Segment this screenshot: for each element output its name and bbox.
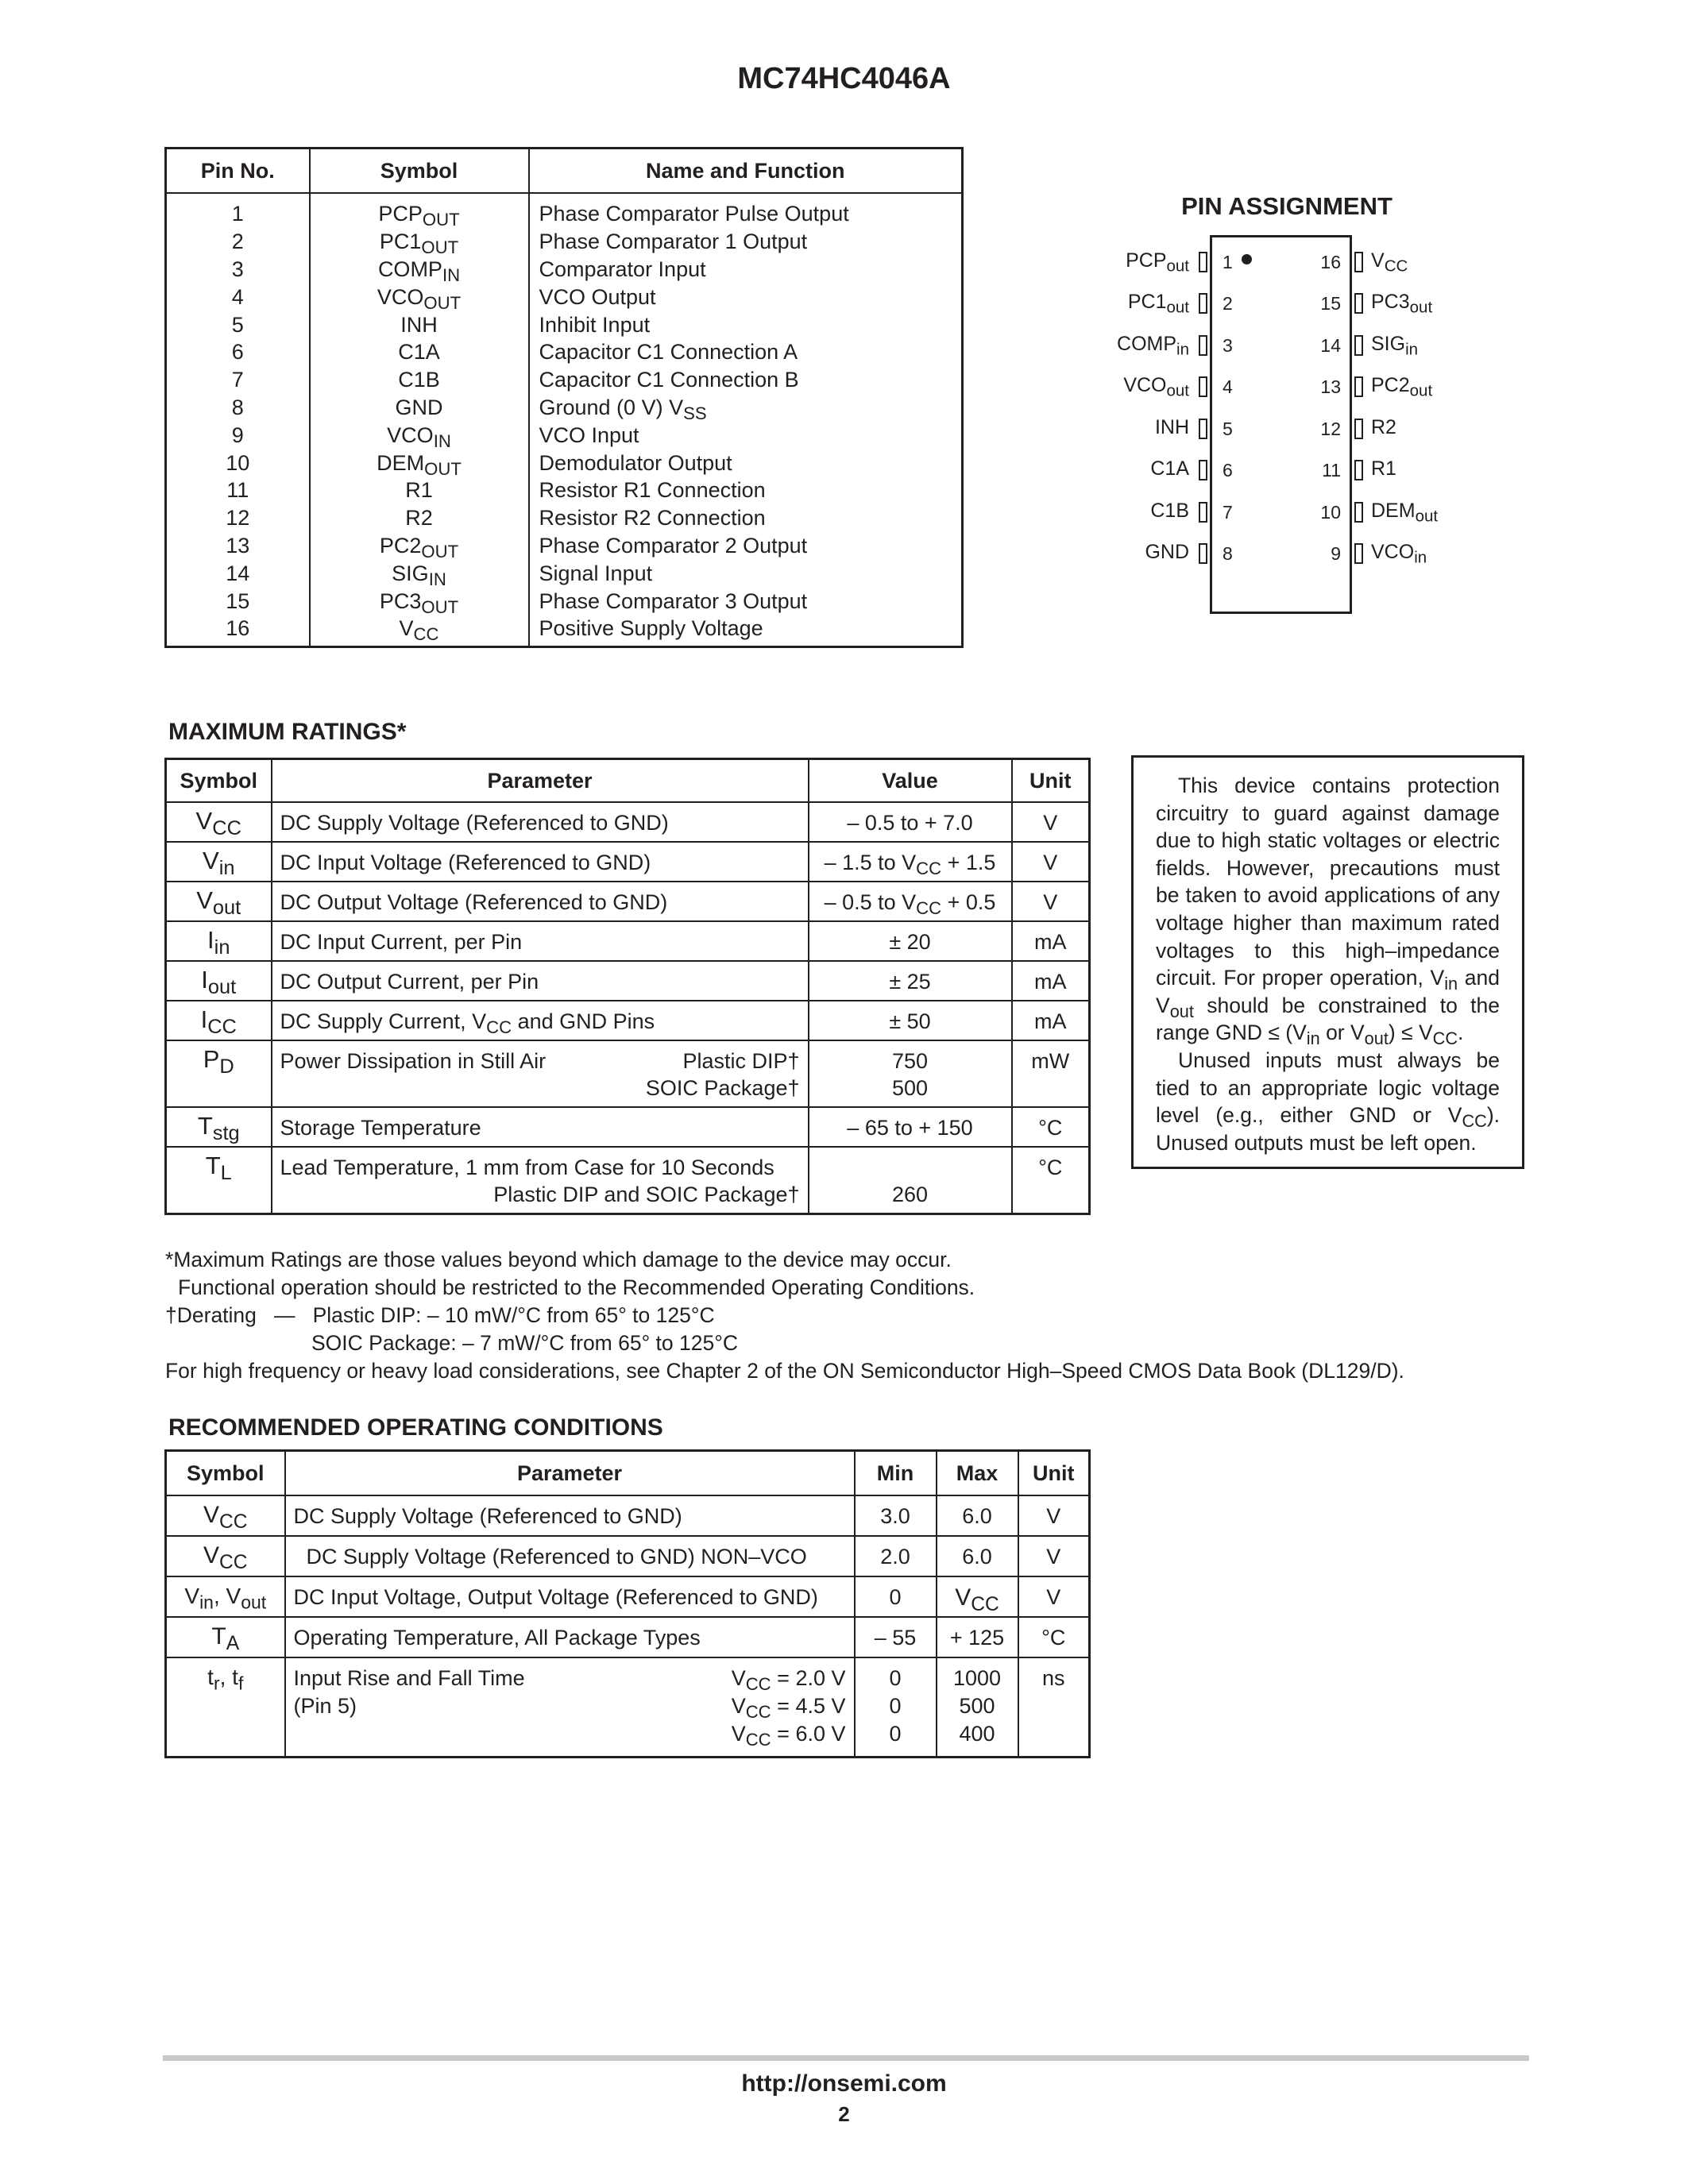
symbol-cell: $V_{CC}$ [166, 1536, 285, 1576]
pin-number: 2 [1223, 293, 1233, 314]
recommended-heading: RECOMMENDED OPERATING CONDITIONS [168, 1414, 663, 1441]
pin-label-left: $COMP_{in}$ [1117, 333, 1189, 359]
value-cell: – 1.5 to $V_{CC} + 1.5$ [809, 842, 1012, 882]
col-header-parameter: Parameter [285, 1451, 855, 1496]
pin-lead-icon [1199, 376, 1207, 397]
function-cell: Resistor R1 Connection [529, 477, 963, 504]
value-cell: 260 [809, 1147, 1012, 1214]
pin-lead-icon [1354, 502, 1363, 523]
function-cell: VCO Input [529, 421, 963, 449]
footer-divider [163, 2055, 1529, 2061]
col-header-max: Max [937, 1451, 1018, 1496]
table-row [166, 1576, 1090, 1617]
pin-number: 4 [1223, 376, 1233, 397]
function-cell: Demodulator Output [529, 449, 963, 477]
pin-number: 11 [1322, 460, 1341, 480]
value-cell: ± 20 [809, 921, 1012, 961]
max-cell: 6.0 [937, 1536, 1018, 1576]
function-cell: Positive Supply Voltage [529, 615, 963, 646]
pin-number: 9 [1331, 543, 1341, 564]
unit-cell: °C [1018, 1617, 1090, 1657]
symbol-cell: R1 [310, 477, 529, 504]
symbol-cell: $T_L$ [166, 1147, 272, 1214]
function-cell: Phase Comparator 1 Output [529, 228, 963, 256]
table-row [166, 311, 963, 338]
symbol-cell: $PCP_{OUT}$ [310, 193, 529, 228]
pin-number-cell: 11 [166, 477, 310, 504]
value-cell: – 0.5 to $V_{CC} + 0.5$ [809, 882, 1012, 921]
pin-label-right: $SIG_{in}$ [1371, 333, 1419, 359]
function-cell: Inhibit Input [529, 311, 963, 338]
unit-cell: °C [1012, 1147, 1090, 1214]
pin-lead-icon [1199, 252, 1207, 272]
symbol-cell: $I_{CC}$ [166, 1001, 272, 1040]
pin-number-cell: 1 [166, 193, 310, 228]
pin-function-table [164, 147, 964, 648]
function-cell: Capacitor C1 Connection A [529, 338, 963, 366]
function-cell: VCO Output [529, 283, 963, 311]
symbol-cell: $VCO_{IN}$ [310, 421, 529, 449]
parameter-cell: DC Output Voltage (Referenced to GND) [272, 882, 809, 921]
parameter-cell: DC Output Current, per Pin [272, 961, 809, 1001]
pin-lead-icon [1354, 335, 1363, 356]
table-row [166, 366, 963, 394]
pin-label-left: C1B [1150, 500, 1189, 522]
function-cell: Phase Comparator Pulse Output [529, 193, 963, 228]
parameter-cell: DC Supply Current, $V_{CC}$ and GND Pins [272, 1001, 809, 1040]
table-row [166, 256, 963, 284]
pin-number-cell: 13 [166, 532, 310, 560]
table-row [166, 842, 1090, 882]
table-row [166, 961, 1090, 1001]
col-header-symbol: Symbol [310, 149, 529, 194]
function-cell: Phase Comparator 3 Output [529, 587, 963, 615]
parameter-cell: DC Supply Voltage (Referenced to GND) [272, 802, 809, 842]
pin-lead-icon [1199, 460, 1207, 480]
function-cell: Capacitor C1 Connection B [529, 366, 963, 394]
parameter-cell: Input Rise and Fall Time $V_{CC} = 2.0$ V (Pin 5) $V_{CC} = 4.5$ V $V_{CC} = 6.0$ V [285, 1657, 855, 1758]
page-number: 2 [838, 2102, 850, 2126]
symbol-cell: $I_{in}$ [166, 921, 272, 961]
pin1-marker-icon [1242, 254, 1252, 264]
pin-label-right: $V_{CC}$ [1371, 249, 1408, 276]
table-row [166, 559, 963, 587]
pin-lead-icon [1199, 293, 1207, 314]
pin-number: 10 [1320, 502, 1341, 523]
col-header-unit: Unit [1012, 759, 1090, 803]
table-row [166, 338, 963, 366]
symbol-cell: $t_r$, $t_f$ [166, 1657, 285, 1758]
parameter-cell: Storage Temperature [272, 1107, 809, 1147]
note-paragraph: This device contains protection circuitry to guard against damage due to high static voltages or electric fields. However, precautions must be taken to avoid applications of any voltage higher than maximum rated voltages to this high–impedance circuit. For proper operation, $V_{in}$ and $V_{out}$ should be constrained to the range GND ≤ ($V_{in}$ or $V_{out}) \le V_{CC}$. [1156, 774, 1501, 1049]
pin-number-cell: 7 [166, 366, 310, 394]
col-header-value: Value [809, 759, 1012, 803]
symbol-cell: $T_A$ [166, 1617, 285, 1657]
function-cell: Comparator Input [529, 256, 963, 284]
table-row [166, 802, 1090, 842]
unit-cell: °C [1012, 1107, 1090, 1147]
table-row [166, 1147, 1090, 1214]
unit-cell: mW [1012, 1040, 1090, 1107]
max-ratings-heading: MAXIMUM RATINGS* [168, 719, 407, 745]
symbol-cell: $V_{CC}$ [310, 615, 529, 646]
pin-label-right: $PC3_{out}$ [1371, 291, 1433, 317]
pin-label-left: $VCO_{out}$ [1123, 374, 1189, 400]
symbol-cell: $DEM_{OUT}$ [310, 449, 529, 477]
pin-label-left: $PC1_{out}$ [1127, 291, 1189, 317]
symbol-cell: INH [310, 311, 529, 338]
value-cell: 750 500 [809, 1040, 1012, 1107]
table-row [166, 1040, 1090, 1107]
pin-lead-icon [1199, 335, 1207, 356]
pin-label-right: R2 [1371, 416, 1396, 438]
pin-lead-icon [1199, 502, 1207, 523]
parameter-cell: DC Input Voltage, Output Voltage (Referenced to GND) [285, 1576, 855, 1617]
symbol-cell: $T_{stg}$ [166, 1107, 272, 1147]
table-row [166, 504, 963, 532]
table-row [166, 1536, 1090, 1576]
table-row [166, 1657, 1090, 1758]
pin-label-right: $PC2_{out}$ [1371, 374, 1433, 400]
symbol-cell: $I_{out}$ [166, 961, 272, 1001]
note-paragraph: Unused inputs must always be tied to an appropriate logic voltage level (e.g., either GND or $V_{CC}$). Unused outputs must be left open. [1156, 1048, 1500, 1155]
pin-label-left: C1A [1150, 457, 1189, 480]
table-row [166, 477, 963, 504]
pin-lead-icon [1354, 376, 1363, 397]
footnote: For high frequency or heavy load considerations, see Chapter 2 of the ON Semiconductor High–Speed CMOS Data Book (DL129/D). [165, 1359, 1404, 1383]
parameter-cell: Operating Temperature, All Package Types [285, 1617, 855, 1657]
symbol-cell: $V_{in}$ [166, 842, 272, 882]
footer-url[interactable]: http://onsemi.com [741, 2070, 947, 2097]
table-row [166, 615, 963, 646]
footnote: †Derating — Plastic DIP: – 10 mW/°C from 65° to 125°C [165, 1303, 715, 1327]
symbol-cell: $P_D$ [166, 1040, 272, 1107]
pin-number-cell: 10 [166, 449, 310, 477]
table-row [166, 882, 1090, 921]
pin-label-left: $PCP_{out}$ [1126, 249, 1189, 276]
pin-number: 12 [1320, 419, 1341, 439]
table-row [166, 228, 963, 256]
pin-label-right: R1 [1371, 457, 1396, 480]
function-cell: Signal Input [529, 559, 963, 587]
pin-label-right: $VCO_{in}$ [1371, 541, 1427, 567]
symbol-cell: $PC3_{OUT}$ [310, 587, 529, 615]
min-cell: 0 [855, 1576, 937, 1617]
col-header-unit: Unit [1018, 1451, 1090, 1496]
col-header-min: Min [855, 1451, 937, 1496]
function-cell: Resistor R2 Connection [529, 504, 963, 532]
symbol-cell: $COMP_{IN}$ [310, 256, 529, 284]
unit-cell: V [1018, 1576, 1090, 1617]
table-row [166, 921, 1090, 961]
pin-number-cell: 15 [166, 587, 310, 615]
pin-number-cell: 2 [166, 228, 310, 256]
col-header-pin-no: Pin No. [166, 149, 310, 194]
min-cell: 2.0 [855, 1536, 937, 1576]
footnote: SOIC Package: – 7 mW/°C from 65° to 125°C [311, 1331, 738, 1355]
max-cell: 6.0 [937, 1495, 1018, 1536]
unit-cell: mA [1012, 961, 1090, 1001]
table-row [166, 394, 963, 422]
pin-assignment-title: PIN ASSIGNMENT [1181, 192, 1393, 220]
pin-lead-icon [1354, 543, 1363, 564]
pin-lead-icon [1199, 419, 1207, 439]
value-cell: ± 50 [809, 1001, 1012, 1040]
unit-cell: V [1018, 1536, 1090, 1576]
footnote: Functional operation should be restricted to the Recommended Operating Conditions. [178, 1275, 975, 1299]
pin-lead-icon [1354, 252, 1363, 272]
pin-lead-icon [1354, 293, 1363, 314]
pin-number-cell: 4 [166, 283, 310, 311]
parameter-cell: DC Input Current, per Pin [272, 921, 809, 961]
table-row [166, 1107, 1090, 1147]
symbol-cell: $V_{CC}$ [166, 802, 272, 842]
parameter-cell: DC Supply Voltage (Referenced to GND) NON–VCO [285, 1536, 855, 1576]
pin-number: 5 [1223, 419, 1233, 439]
symbol-cell: R2 [310, 504, 529, 532]
value-cell: ± 25 [809, 961, 1012, 1001]
page-title: MC74HC4046A [737, 62, 951, 95]
pin-number: 3 [1223, 335, 1233, 356]
table-row [166, 283, 963, 311]
pin-number: 16 [1320, 252, 1341, 272]
max-cell: + 125 [937, 1617, 1018, 1657]
symbol-cell: $V_{CC}$ [166, 1495, 285, 1536]
pin-number: 1 [1223, 252, 1233, 272]
symbol-cell: $PC2_{OUT}$ [310, 532, 529, 560]
pin-number-cell: 12 [166, 504, 310, 532]
function-cell: Ground (0 V) $V_{SS}$ [529, 394, 963, 422]
pin-number: 14 [1320, 335, 1341, 356]
pin-number-cell: 5 [166, 311, 310, 338]
unit-cell: V [1018, 1495, 1090, 1536]
value-cell: – 0.5 to + 7.0 [809, 802, 1012, 842]
symbol-cell: C1B [310, 366, 529, 394]
function-cell: Phase Comparator 2 Output [529, 532, 963, 560]
max-cell: $V_{CC}$ [937, 1576, 1018, 1617]
pin-label-left: GND [1145, 541, 1189, 563]
symbol-cell: GND [310, 394, 529, 422]
pin-number-cell: 9 [166, 421, 310, 449]
unit-cell: V [1012, 802, 1090, 842]
min-cell: – 55 [855, 1617, 937, 1657]
col-header-parameter: Parameter [272, 759, 809, 803]
pin-number-cell: 14 [166, 559, 310, 587]
esd-note-box [1131, 755, 1524, 1169]
max-ratings-table [164, 758, 1091, 1215]
table-row [166, 532, 963, 560]
unit-cell: mA [1012, 921, 1090, 961]
pin-number-cell: 6 [166, 338, 310, 366]
pin-number-cell: 8 [166, 394, 310, 422]
pin-number: 8 [1223, 543, 1233, 564]
pin-number: 13 [1320, 376, 1341, 397]
parameter-cell: Power Dissipation in Still Air Plastic DIP† SOIC Package† [272, 1040, 809, 1107]
col-header-name-function: Name and Function [529, 149, 963, 194]
symbol-cell: $VCO_{OUT}$ [310, 283, 529, 311]
max-cell: 1000 500 400 [937, 1657, 1018, 1758]
table-row [166, 1617, 1090, 1657]
pin-number: 7 [1223, 502, 1233, 523]
pin-number-cell: 3 [166, 256, 310, 284]
unit-cell: V [1012, 842, 1090, 882]
symbol-cell: C1A [310, 338, 529, 366]
unit-cell: ns [1018, 1657, 1090, 1758]
min-cell: 0 0 0 [855, 1657, 937, 1758]
symbol-cell: $SIG_{IN}$ [310, 559, 529, 587]
pin-number-cell: 16 [166, 615, 310, 646]
pin-number: 15 [1320, 293, 1341, 314]
pin-lead-icon [1354, 419, 1363, 439]
table-row [166, 1001, 1090, 1040]
pin-table-body [166, 193, 963, 646]
value-cell: – 65 to + 150 [809, 1107, 1012, 1147]
unit-cell: mA [1012, 1001, 1090, 1040]
table-row [166, 421, 963, 449]
col-header-symbol: Symbol [166, 759, 272, 803]
table-row [166, 1495, 1090, 1536]
pin-lead-icon [1199, 543, 1207, 564]
table-row [166, 193, 963, 228]
col-header-symbol: Symbol [166, 1451, 285, 1496]
parameter-cell: DC Input Voltage (Referenced to GND) [272, 842, 809, 882]
symbol-cell: $V_{out}$ [166, 882, 272, 921]
pin-label-left: INH [1154, 416, 1189, 438]
pin-lead-icon [1354, 460, 1363, 480]
pin-number: 6 [1223, 460, 1233, 480]
footnote: *Maximum Ratings are those values beyond which damage to the device may occur. [165, 1248, 952, 1271]
pin-label-right: $DEM_{out}$ [1371, 500, 1439, 526]
min-cell: 3.0 [855, 1495, 937, 1536]
table-row [166, 449, 963, 477]
symbol-cell: $PC1_{OUT}$ [310, 228, 529, 256]
unit-cell: V [1012, 882, 1090, 921]
parameter-cell: Lead Temperature, 1 mm from Case for 10 Seconds Plastic DIP and SOIC Package† [272, 1147, 809, 1214]
recommended-conditions-table [164, 1449, 1091, 1758]
symbol-cell: $V_{in}$, $V_{out}$ [166, 1576, 285, 1617]
parameter-cell: DC Supply Voltage (Referenced to GND) [285, 1495, 855, 1536]
table-row [166, 587, 963, 615]
